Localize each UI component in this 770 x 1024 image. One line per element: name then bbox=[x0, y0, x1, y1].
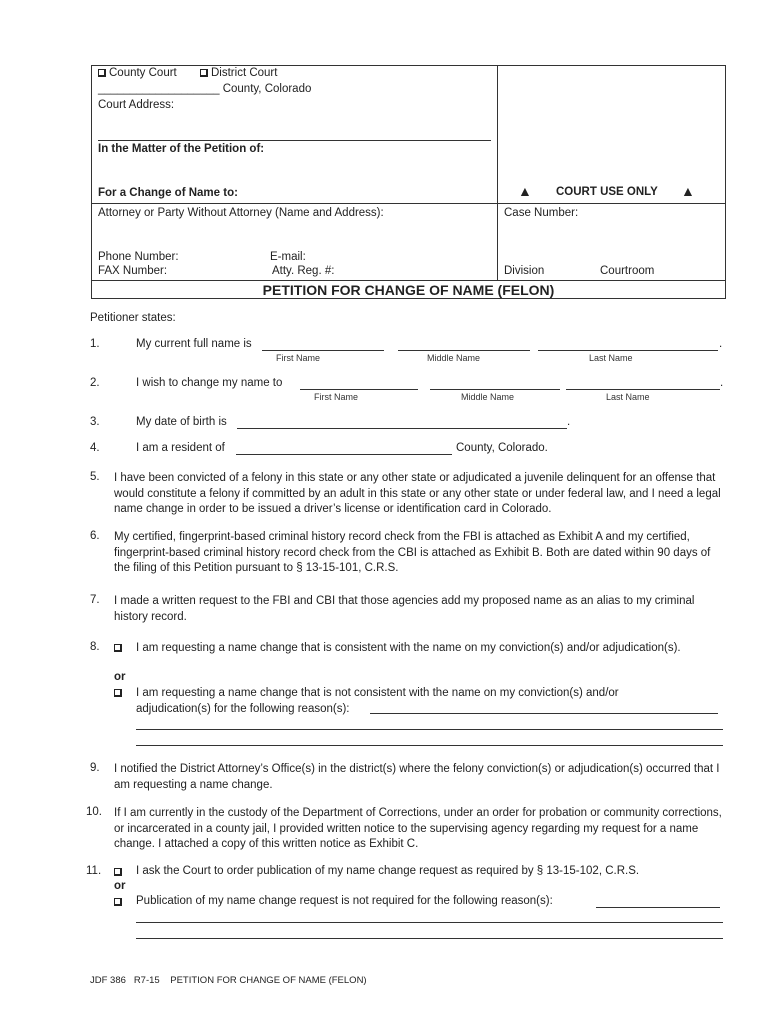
item-number: 2. bbox=[90, 377, 100, 389]
county-residence-field[interactable] bbox=[236, 454, 452, 455]
or-label: or bbox=[114, 880, 126, 892]
atty-reg-label: Atty. Reg. #: bbox=[272, 265, 335, 277]
date-of-birth-field[interactable] bbox=[237, 428, 567, 429]
form-footer: JDF 386 R7-15 PETITION FOR CHANGE OF NAME (FELON) bbox=[90, 975, 367, 986]
county-court-option[interactable] bbox=[98, 67, 177, 79]
district-court-label: District Court bbox=[211, 67, 278, 79]
item-7-text: I made a written request to the FBI and CBI that those agencies add my proposed name as an alias to my criminal history record. bbox=[114, 595, 695, 623]
change-name-to-label: For a Change of Name to: bbox=[98, 187, 238, 199]
item-number: 5. bbox=[90, 471, 100, 483]
middle-name-caption: Middle Name bbox=[427, 353, 481, 363]
item-4-text: I am a resident of bbox=[136, 442, 225, 454]
middle-name-field[interactable] bbox=[398, 350, 530, 351]
page-title: PETITION FOR CHANGE OF NAME (FELON) bbox=[262, 282, 555, 298]
item-5-text: I have been convicted of a felony in this state or any other state or adjudicated a juvenile delinquent for an offense that would constitute a felony if committed by an adult in this state or any other state or under federal law, and I need a legal name change in order to be issued a driver’s license or identification card in Colorado. bbox=[114, 472, 721, 515]
email-label: E-mail: bbox=[270, 251, 306, 263]
item-number: 7. bbox=[90, 594, 100, 606]
reason-field[interactable] bbox=[136, 745, 723, 746]
first-name-field[interactable] bbox=[262, 350, 384, 351]
item-6-text: My certified, fingerprint-based criminal history record check from the FBI is attached as Exhibit A and my certified, fingerprint-based criminal history record check from the CBI is attached as Exhibit B. Both are dated within 90 days of the filing of this Petition pursuant to § 13-15-101, C.R.S. bbox=[114, 531, 711, 574]
item-4-suffix: County, Colorado. bbox=[456, 442, 548, 454]
first-name-caption: First Name bbox=[314, 392, 359, 402]
new-last-name-field[interactable] bbox=[566, 389, 720, 390]
item-number: 8. bbox=[90, 641, 100, 653]
item-2-text: I wish to change my name to bbox=[136, 377, 283, 389]
item-8b-checkbox[interactable] bbox=[114, 689, 122, 697]
division-label: Division bbox=[504, 265, 545, 277]
district-court-checkbox[interactable] bbox=[200, 69, 208, 77]
item-number: 6. bbox=[90, 530, 100, 542]
item-3-text: My date of birth is bbox=[136, 416, 227, 428]
intro-text: Petitioner states: bbox=[90, 312, 176, 324]
triangle-up-icon: ▲ bbox=[681, 183, 695, 199]
court-address-label: Court Address: bbox=[98, 99, 175, 111]
item-number: 9. bbox=[90, 762, 100, 774]
court-use-only-label: COURT USE ONLY bbox=[556, 186, 658, 198]
county-court-checkbox[interactable] bbox=[98, 69, 106, 77]
caption-box-frame bbox=[0, 0, 770, 310]
item-1-text: My current full name is bbox=[136, 338, 252, 350]
reason-field[interactable] bbox=[136, 729, 723, 730]
in-matter-label: In the Matter of the Petition of: bbox=[98, 143, 265, 155]
reason-field[interactable] bbox=[370, 713, 718, 714]
case-number-label: Case Number: bbox=[504, 207, 579, 219]
item-number: 10. bbox=[86, 806, 102, 818]
attorney-label: Attorney or Party Without Attorney (Name and Address): bbox=[98, 207, 384, 219]
item-11a-text: I ask the Court to order publication of my name change request as required by § 13-15-102, C.R.S. bbox=[136, 865, 640, 877]
county-court-label: County Court bbox=[109, 67, 177, 79]
fax-label: FAX Number: bbox=[98, 265, 168, 277]
publication-reason-field[interactable] bbox=[596, 907, 720, 908]
item-number: 4. bbox=[90, 442, 100, 454]
item-number: 11. bbox=[86, 865, 102, 877]
courtroom-label: Courtroom bbox=[600, 265, 655, 277]
item-11b-checkbox[interactable] bbox=[114, 898, 122, 906]
triangle-up-icon: ▲ bbox=[518, 183, 532, 199]
item-9-text: I notified the District Attorney’s Office(s) in the district(s) where the felony conviction(s) or adjudication(s) occurred that I am requesting a name change. bbox=[114, 763, 720, 791]
phone-label: Phone Number: bbox=[98, 251, 179, 263]
publication-reason-field[interactable] bbox=[136, 922, 723, 923]
period: . bbox=[720, 377, 724, 389]
item-number: 3. bbox=[90, 416, 100, 428]
or-label: or bbox=[114, 671, 126, 683]
period: . bbox=[567, 416, 571, 428]
item-11a-checkbox[interactable] bbox=[114, 868, 122, 876]
item-8a-checkbox[interactable] bbox=[114, 644, 122, 652]
first-name-caption: First Name bbox=[276, 353, 321, 363]
new-middle-name-field[interactable] bbox=[430, 389, 560, 390]
item-8b-text: I am requesting a name change that is not consistent with the name on my conviction(s) and/or adjudication(s) for the following reason(s): bbox=[136, 687, 619, 715]
county-field[interactable]: ___________________ County, Colorado bbox=[98, 83, 312, 95]
new-first-name-field[interactable] bbox=[300, 389, 418, 390]
publication-reason-field[interactable] bbox=[136, 938, 723, 939]
item-10-text: If I am currently in the custody of the Department of Corrections, under an order for probation or community corrections, or incarcerated in a county jail, I provided written notice to the supervising agency regarding my request for a name change. I attached a copy of this written notice as Exhibit C. bbox=[114, 807, 722, 850]
item-number: 1. bbox=[90, 338, 100, 350]
last-name-caption: Last Name bbox=[606, 392, 650, 402]
item-8a-text: I am requesting a name change that is consistent with the name on my conviction(s) and/or adjudication(s). bbox=[136, 642, 681, 654]
last-name-field[interactable] bbox=[538, 350, 718, 351]
last-name-caption: Last Name bbox=[589, 353, 633, 363]
item-11b-text: Publication of my name change request is not required for the following reason(s): bbox=[136, 895, 553, 907]
middle-name-caption: Middle Name bbox=[461, 392, 515, 402]
period: . bbox=[719, 338, 723, 350]
district-court-option[interactable] bbox=[200, 67, 277, 79]
